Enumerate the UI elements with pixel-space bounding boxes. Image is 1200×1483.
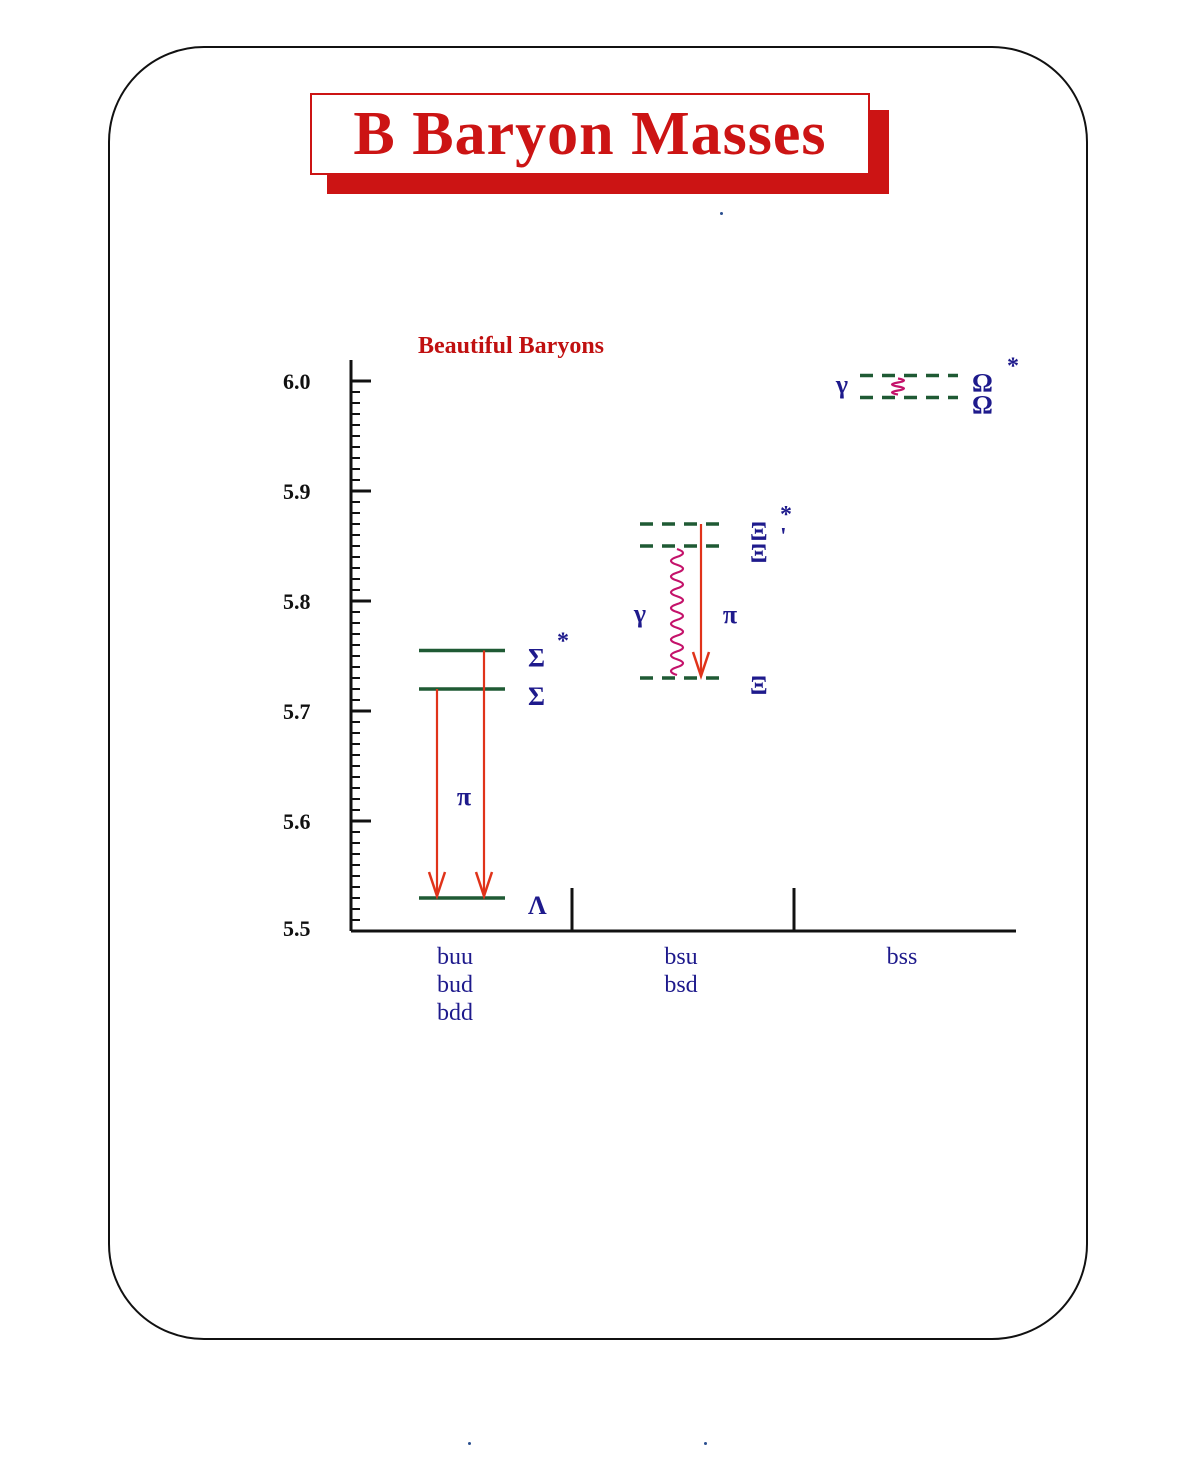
y-tick-label: 5.6	[283, 809, 311, 834]
level-superscript: *	[780, 502, 792, 528]
transition-layer	[429, 379, 904, 897]
level-superscript: *	[1007, 353, 1019, 380]
diagram-subtitle: Beautiful Baryons	[418, 333, 605, 359]
level-state-label: Ω	[972, 368, 993, 398]
photon-wavy-line	[671, 549, 683, 675]
scan-speck	[468, 1442, 471, 1445]
y-tick-label: 6.0	[283, 369, 311, 394]
group-quark-label: bsu	[664, 944, 698, 970]
level-state-label: Ξ	[750, 517, 768, 546]
y-tick-label: 5.7	[283, 699, 311, 724]
axis-layer	[283, 360, 1016, 941]
y-tick-label: 5.5	[283, 916, 311, 941]
level-layer	[419, 376, 958, 899]
level-state-label: Λ	[528, 891, 547, 920]
label-layer	[437, 354, 1019, 1027]
level-state-label: Σ	[528, 643, 545, 673]
transition-label: γ	[835, 370, 849, 399]
level-superscript: *	[557, 628, 569, 655]
level-superscript: '	[780, 524, 787, 550]
transition-label: π	[456, 782, 472, 811]
group-quark-label: bsd	[664, 972, 698, 998]
group-quark-label: bdd	[437, 1000, 473, 1026]
photon-wavy-line	[892, 379, 904, 395]
y-tick-label: 5.9	[283, 479, 311, 504]
level-state-label: Ξ	[750, 671, 768, 700]
page-title: B Baryon Masses	[353, 99, 827, 168]
level-state-label: Σ	[528, 682, 545, 711]
level-state-label: Ω	[972, 390, 993, 420]
scan-speck	[720, 212, 723, 215]
scan-speck	[704, 1442, 707, 1445]
group-quark-label: bss	[886, 944, 918, 970]
group-quark-label: buu	[437, 944, 473, 970]
level-state-label: Ξ	[750, 539, 768, 568]
group-quark-label: bud	[437, 972, 473, 998]
transition-label: γ	[633, 599, 647, 628]
y-tick-label: 5.8	[283, 589, 311, 614]
transition-label: π	[722, 600, 738, 629]
